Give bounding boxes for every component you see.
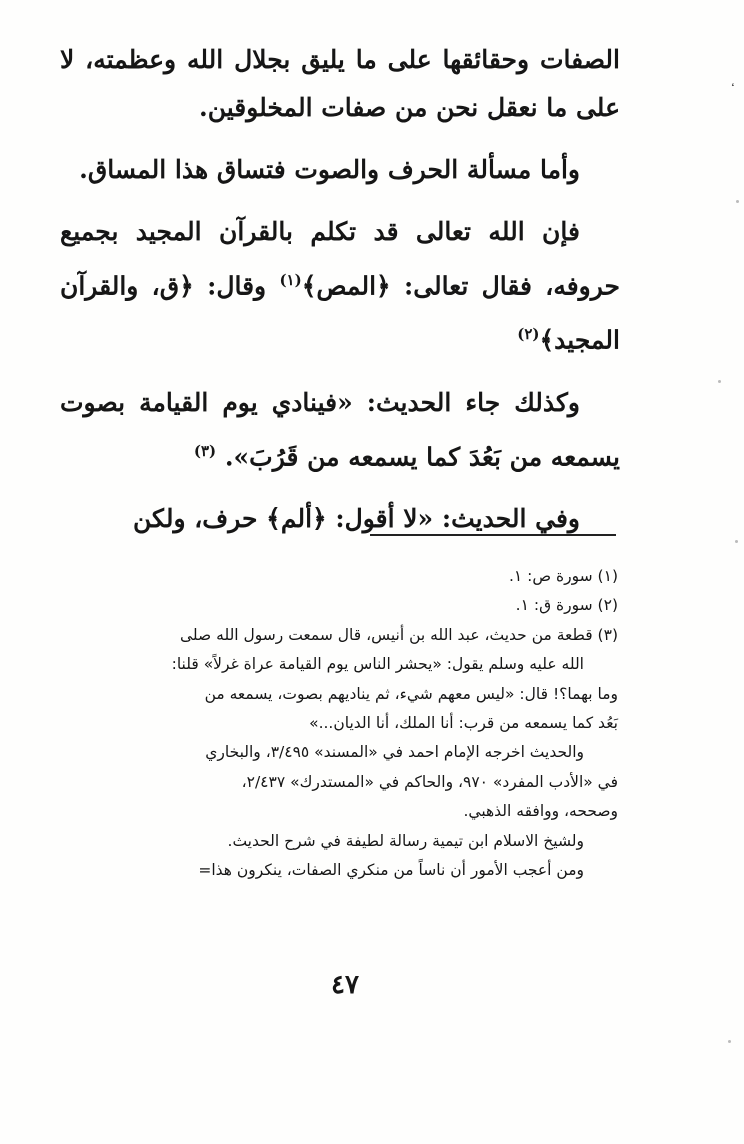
scan-speck	[736, 200, 739, 203]
footnote-3-line-1: (٣) قطعة من حديث، عبد الله بن أنيس، قال سمعت رسول الله صلى	[180, 625, 618, 644]
footnote-ref-2: (٢)	[517, 325, 540, 344]
footnote-3-line-5: والحديث اخرجه الإمام احمد في «المسند» ٣/٤٩٥، والبخاري	[205, 743, 584, 762]
paragraph-1	[60, 36, 620, 132]
paragraph-4-text: وكذلك جاء الحديث: «فينادي يوم القيامة بصوت يسمعه من بَعُدَ كما يسمعه من قَرُبَ».	[60, 387, 620, 471]
paragraph-2	[60, 146, 620, 194]
footnote-3-line-2: الله عليه وسلم يقول: «يحشر الناس يوم القيامة عراة غرلاً» قلنا:	[171, 655, 584, 674]
paragraph-5-text: وفي الحديث: «لا أقول: ﴿ألم﴾ حرف، ولكن	[133, 503, 580, 533]
footnote-3-line-3: وما بهما؟! قال: «ليس معهم شيء، ثم يناديهم بصوت، يسمعه من	[204, 684, 618, 703]
main-text	[60, 36, 620, 543]
footnotes	[58, 562, 618, 885]
footnote-3-line-4: بَعُد كما يسمعه من قرب: أنا الملك، أنا الديان...»	[309, 714, 618, 733]
scan-speck	[735, 540, 738, 543]
page-number: ٤٧	[331, 970, 359, 1000]
footnote-separator	[370, 534, 616, 536]
footnote-1: (١) سورة ص: ١.	[508, 567, 618, 585]
paragraph-4	[60, 379, 620, 481]
footnote-ref-3: (٣)	[193, 441, 217, 460]
footnote-3-line-8: ولشيخ الاسلام ابن تيمية رسالة لطيفة في شرح الحديث.	[227, 831, 584, 850]
paragraph-1-text: الصفات وحقائقها على ما يليق بجلال الله وعظمته، لا على ما نعقل نحن من صفات المخلوقين.	[60, 45, 620, 122]
paragraph-3	[60, 208, 620, 365]
paragraph-2-text: وأما مسألة الحرف والصوت فتساق هذا المساق.	[79, 155, 580, 184]
paragraph-3-text-b: وقال: ﴿ق، والقرآن المجيد﴾	[60, 271, 620, 355]
footnote-ref-1: (١)	[279, 271, 302, 289]
footnote-3-line-7: وصححه، ووافقه الذهبي.	[463, 802, 618, 821]
scan-speck	[718, 380, 721, 383]
footnote-3-line-9: ومن أعجب الأمور أن ناساً من منكري الصفات، ينكرون هذا=	[198, 861, 584, 880]
footnote-2: (٢) سورة ق: ١.	[515, 596, 618, 615]
paragraph-3-text-a: فإن الله تعالى قد تكلم بالقرآن المجيد بجميع حروفه، فقال تعالى: ﴿المص﴾	[60, 217, 620, 301]
scan-speck	[728, 1040, 731, 1043]
footnote-3-line-6: في «الأدب المفرد» ٩٧٠، والحاكم في «المستدرك» ٢/٤٣٧،	[241, 772, 618, 791]
